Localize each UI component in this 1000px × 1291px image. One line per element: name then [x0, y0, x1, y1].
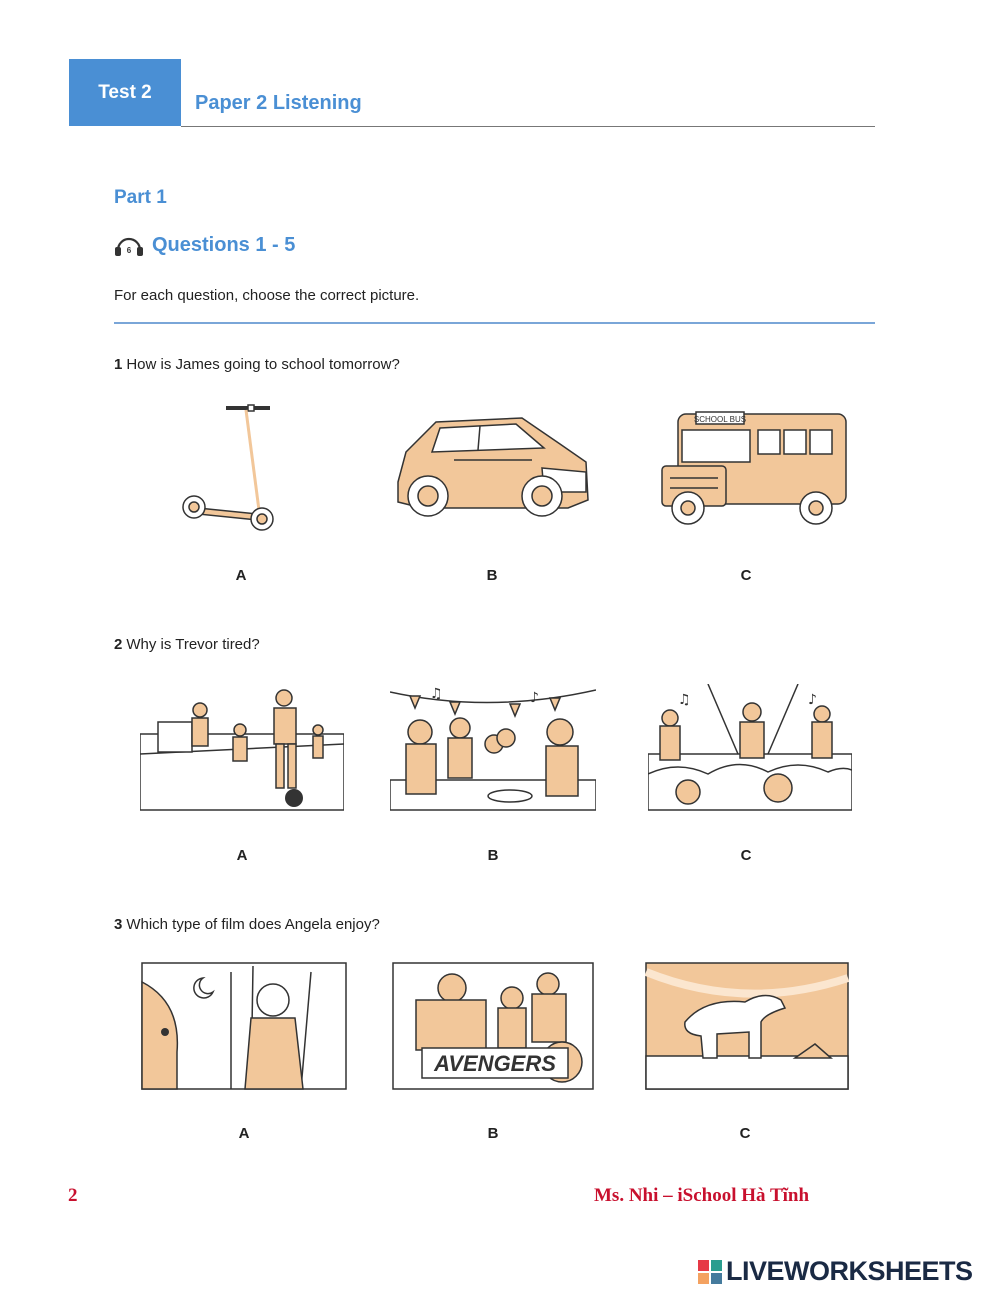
question-3 — [114, 916, 380, 933]
question-3-text: Which type of film does Angela enjoy? — [126, 916, 380, 933]
q1-picture-a-scooter[interactable] — [178, 400, 278, 532]
q2-label-c: C — [740, 847, 752, 864]
paper-title: Paper 2 Listening — [195, 92, 362, 114]
question-2-text: Why is Trevor tired? — [126, 636, 260, 653]
page-number: 2 — [68, 1185, 78, 1206]
question-3-number: 3 — [114, 916, 123, 933]
question-1 — [114, 356, 400, 373]
q3-label-b: B — [487, 1125, 499, 1142]
svg-text:6: 6 — [126, 245, 132, 255]
question-1-text: How is James going to school tomorrow? — [126, 356, 400, 373]
liveworksheets-logo[interactable] — [698, 1256, 973, 1287]
instruction-rule — [114, 322, 875, 324]
part-heading: Part 1 — [114, 187, 167, 208]
liveworksheets-icon — [698, 1260, 722, 1284]
svg-text:♫: ♫ — [678, 692, 691, 708]
bus-sign-text: SCHOOL BUS — [693, 415, 747, 424]
q1-label-a: A — [235, 567, 247, 584]
liveworksheets-text: LIVEWORKSHEETS — [726, 1256, 973, 1286]
questions-heading-text: Questions 1 - 5 — [152, 234, 296, 256]
q1-label-c: C — [740, 567, 752, 584]
svg-text:♪: ♪ — [530, 690, 539, 706]
questions-heading — [114, 234, 295, 257]
q3-label-c: C — [739, 1125, 751, 1142]
question-1-number: 1 — [114, 356, 123, 373]
avengers-logo-text: AVENGERS — [434, 1051, 556, 1076]
q2-label-a: A — [236, 847, 248, 864]
q3-picture-b-superhero[interactable] — [392, 962, 594, 1090]
q2-picture-a-football[interactable] — [140, 684, 344, 812]
headphones-icon — [114, 236, 144, 256]
q2-label-b: B — [487, 847, 499, 864]
header-rule — [181, 126, 875, 127]
test-tab: Test 2 — [69, 59, 181, 126]
question-2-number: 2 — [114, 636, 123, 653]
q2-picture-b-party[interactable] — [390, 684, 596, 812]
q3-picture-c-polar-bear[interactable] — [645, 962, 849, 1090]
q3-label-a: A — [238, 1125, 250, 1142]
q3-picture-a-horror[interactable] — [141, 962, 347, 1090]
q2-picture-c-concert[interactable] — [648, 684, 852, 812]
svg-text:♪: ♪ — [808, 692, 817, 708]
instruction: For each question, choose the correct picture. — [114, 287, 420, 304]
footer-credit: Ms. Nhi – iSchool Hà Tĩnh — [594, 1185, 810, 1206]
svg-text:♫: ♫ — [430, 686, 443, 702]
q1-picture-c-school-bus[interactable] — [652, 404, 852, 528]
q1-label-b: B — [486, 567, 498, 584]
q1-picture-b-car[interactable] — [392, 412, 592, 524]
question-2 — [114, 636, 260, 653]
